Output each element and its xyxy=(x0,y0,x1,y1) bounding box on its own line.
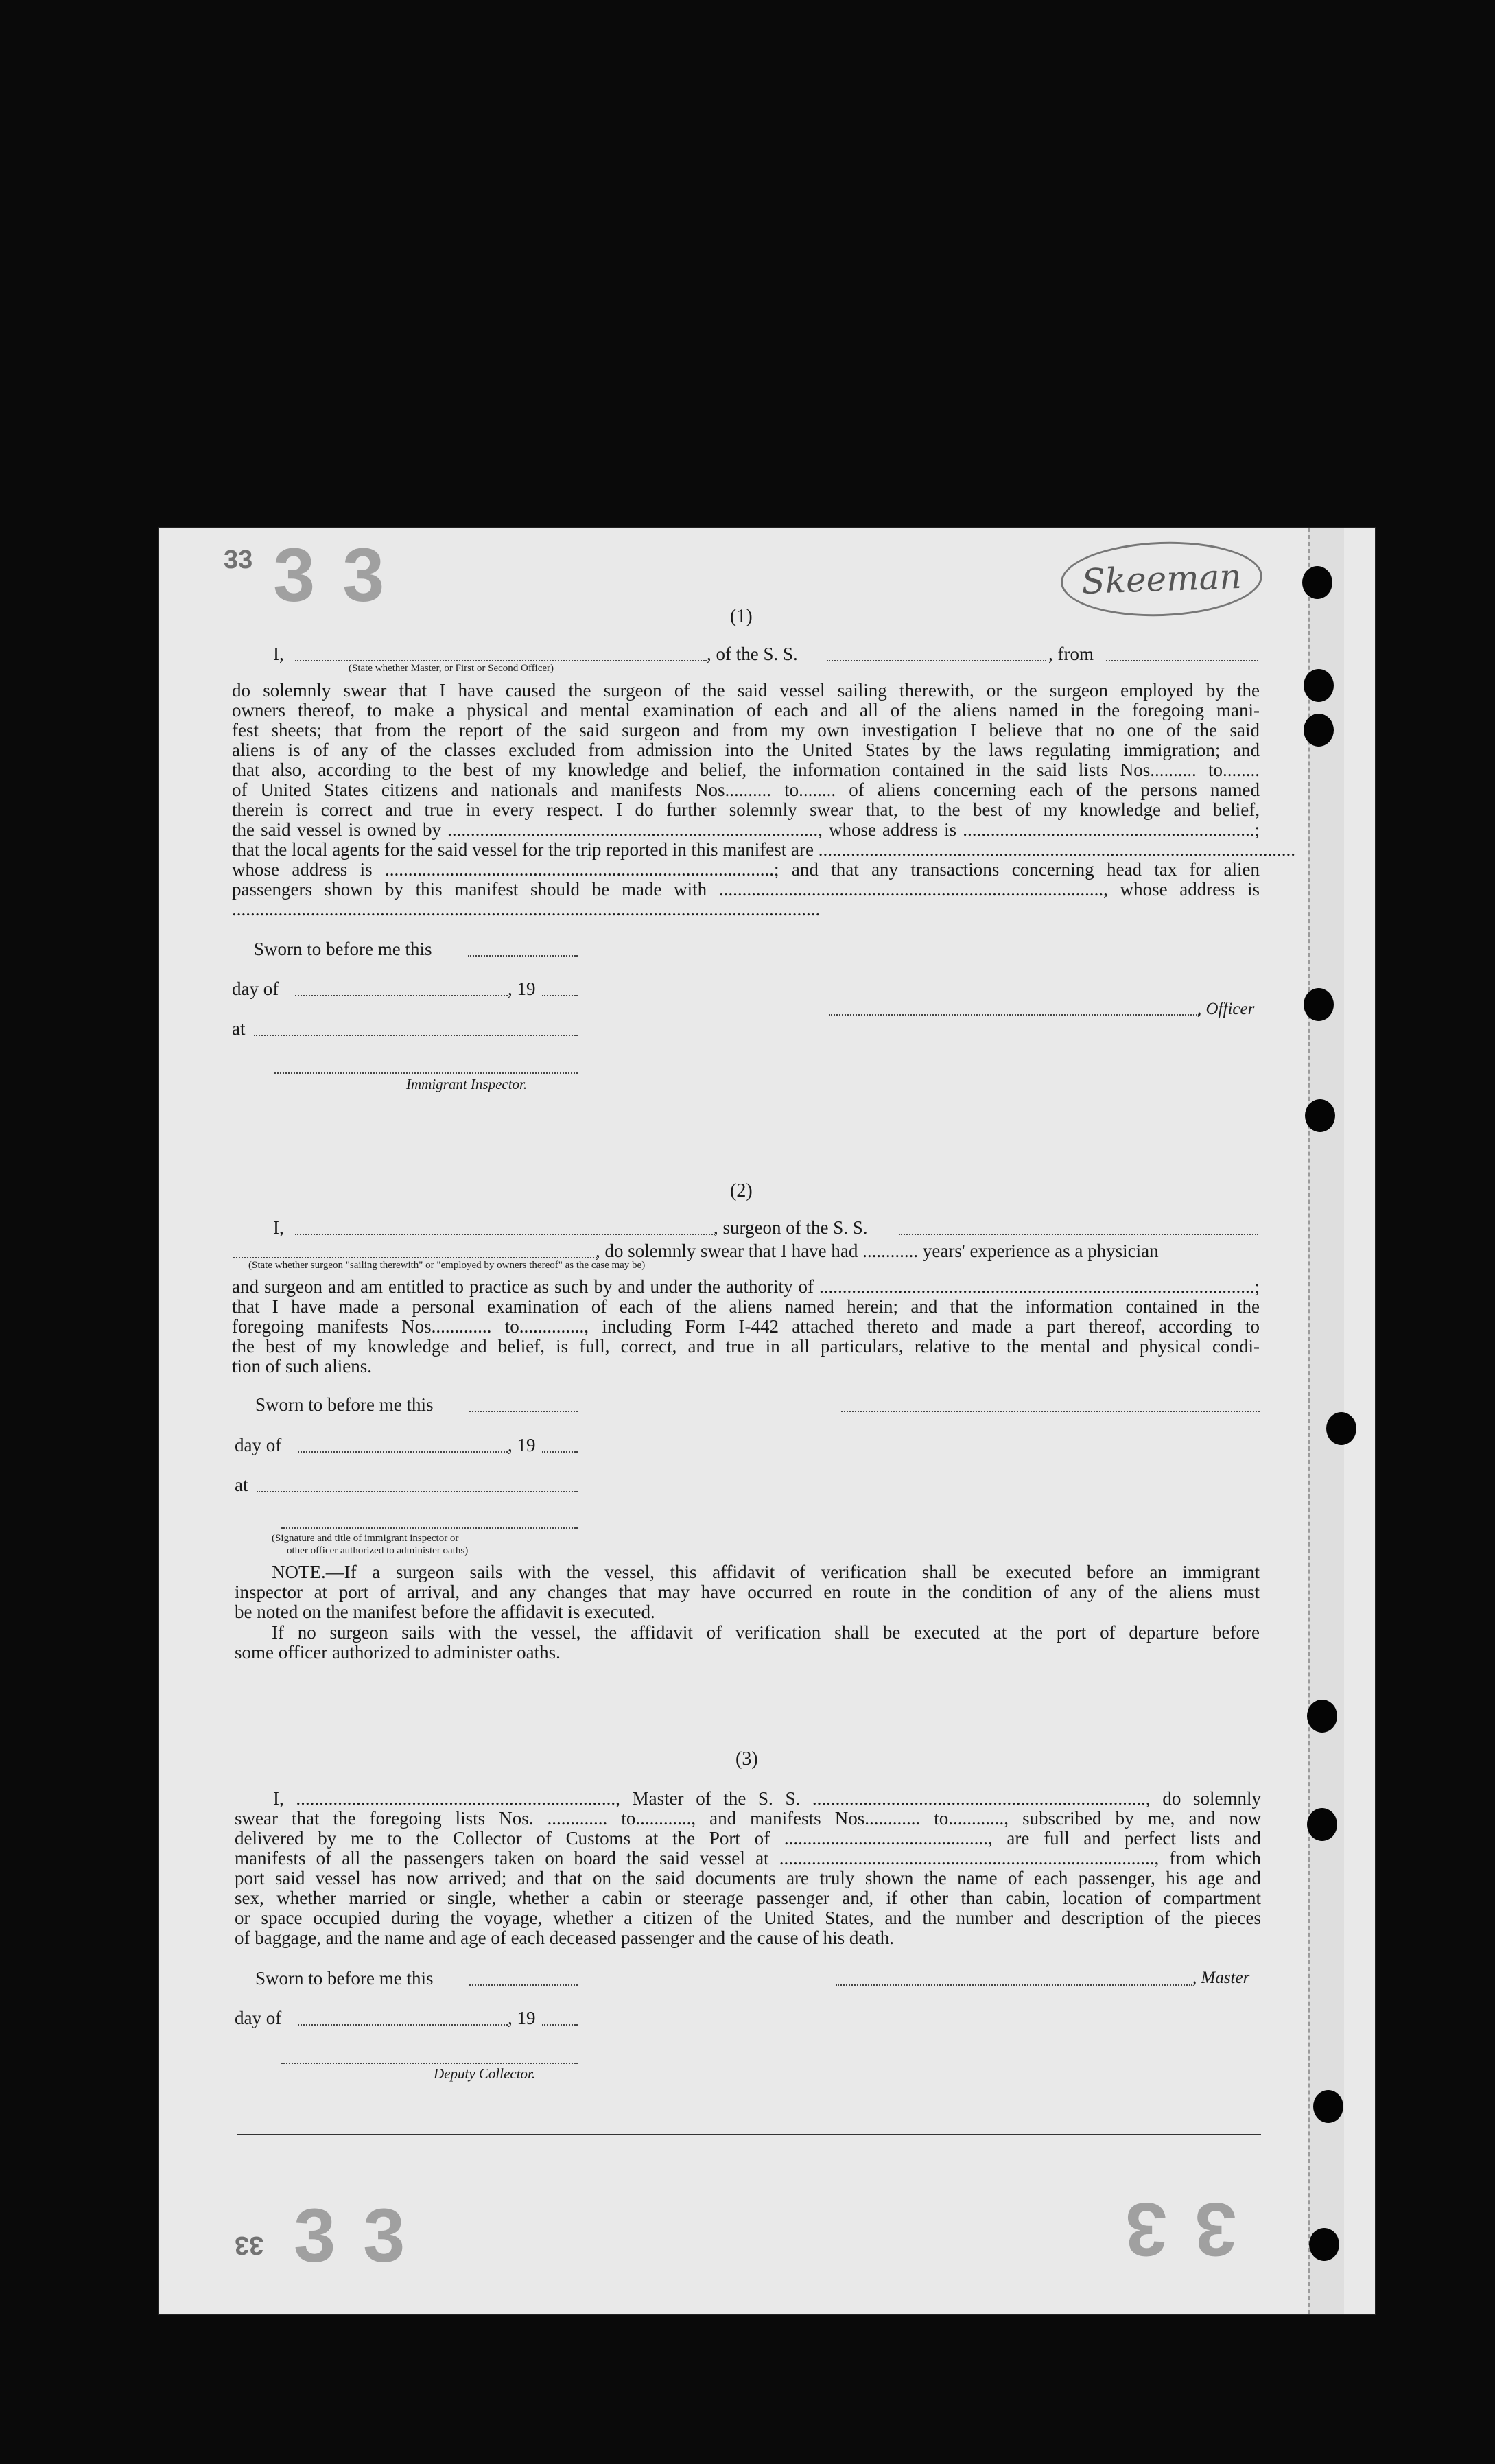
sheet-number-bottom-right: 33 xyxy=(1098,2187,1237,2271)
year-label: , 19 xyxy=(508,978,536,999)
note-line: be noted on the manifest before the affidavit is executed. xyxy=(235,1601,655,1622)
section-2-line: foregoing manifests Nos............. to.............., including Form I-442 attached thereto and made a part thereof, according to xyxy=(232,1316,1260,1337)
dotted-field-sworn xyxy=(469,1984,578,1986)
section-2-line: tion of such aliens. xyxy=(232,1356,372,1376)
dotted-field-surgeon-signature xyxy=(841,1411,1260,1412)
sworn-label: Sworn to before me this xyxy=(255,1394,434,1415)
section-3-line: delivered by me to the Collector of Customs at the Port of ............................................, are full and perfect lists and xyxy=(235,1828,1261,1849)
binding-hole xyxy=(1307,1700,1337,1733)
binding-hole xyxy=(1309,2228,1339,2261)
dotted-field-inspector xyxy=(281,1527,578,1529)
dotted-field-day xyxy=(298,1451,508,1453)
section-3-marker: (3) xyxy=(735,1748,758,1770)
binding-hole xyxy=(1302,566,1332,599)
section-1-line: of United States citizens and nationals and manifests Nos.......... to........ of aliens concerning each of the persons named xyxy=(232,779,1260,800)
section-1-line: ............................................................................................................................... xyxy=(232,899,821,919)
section-3-line: I, ....................................................................., Master of the S. S. ........................................................................, do solemnly xyxy=(273,1788,1261,1809)
dotted-field-day xyxy=(298,2024,508,2026)
section-2-surgeon-note: (State whether surgeon "sailing therewith" or "employed by owners thereof" as the case may be) xyxy=(248,1260,646,1271)
section-1-line: that also, according to the best of my knowledge and belief, the information contained in the said lists Nos.......... to........ xyxy=(232,760,1260,780)
dotted-field-surgeon-ship xyxy=(899,1234,1258,1235)
year-label: , 19 xyxy=(508,2008,536,2028)
section-2-solemn: , do solemnly swear that I have had ............ years' experience as a physician xyxy=(596,1241,1159,1261)
dotted-field-year xyxy=(542,995,578,996)
day-of-label: day of xyxy=(232,978,279,999)
section-1-marker: (1) xyxy=(730,606,753,627)
sheet-number-bottom-big: 33 xyxy=(294,2194,433,2278)
binding-hole xyxy=(1305,1099,1335,1132)
signature-note-line-1: (Signature and title of immigrant inspector or xyxy=(272,1533,459,1544)
section-1-line: owners thereof, to make a physical and mental examination of each and all of the aliens named in the foregoing mani- xyxy=(232,700,1260,720)
sheet-number-top-big: 33 xyxy=(273,533,412,618)
master-label: , Master xyxy=(1192,1969,1250,1987)
dotted-field-sworn xyxy=(468,955,578,957)
dotted-field-ship xyxy=(827,660,1046,661)
section-2-i: I, xyxy=(273,1217,284,1238)
section-3-line: or space occupied during the voyage, whether a citizen of the United States, and the number and description of the pieces xyxy=(235,1908,1261,1928)
binding-hole xyxy=(1304,669,1334,702)
immigrant-inspector-label: Immigrant Inspector. xyxy=(406,1076,528,1092)
section-1-officer-note: (State whether Master, or First or Second Officer) xyxy=(349,663,554,674)
dotted-field-at xyxy=(257,1491,578,1492)
dotted-field-surgeon-status xyxy=(233,1257,597,1258)
sworn-label: Sworn to before me this xyxy=(255,1968,434,1988)
note-line: inspector at port of arrival, and any changes that may have occurred en route in the condition of any of the aliens must xyxy=(235,1582,1260,1602)
dotted-field-name xyxy=(295,660,707,661)
binding-hole xyxy=(1326,1412,1356,1445)
note-line: If no surgeon sails with the vessel, the affidavit of verification shall be executed at the port of departure before xyxy=(272,1622,1260,1643)
section-2-line: and surgeon and am entitled to practice as such by and under the authority of ..............................................................................................; xyxy=(232,1276,1260,1297)
signature-note-line-2: other officer authorized to administer oaths) xyxy=(287,1545,469,1556)
section-1-line: passengers shown by this manifest should be made with ..................................................................................., whose address is xyxy=(232,879,1260,900)
binding-hole xyxy=(1304,988,1334,1021)
day-of-label: day of xyxy=(235,2008,282,2028)
section-2-line: that I have made a personal examination of each of the aliens named herein; and that the information contained in the xyxy=(232,1296,1260,1317)
section-3-line: port said vessel has now arrived; and that on the said documents are truly shown the name of each passenger, his age and xyxy=(235,1868,1261,1888)
section-3-line: sex, whether married or single, whether a cabin or steerage passenger and, if other than cabin, location of compartment xyxy=(235,1888,1261,1908)
sheet-number-top-left: 33 xyxy=(224,545,253,574)
section-1-line-i xyxy=(273,645,284,664)
binding-hole xyxy=(1304,714,1334,747)
dotted-field-year xyxy=(542,2024,578,2026)
dotted-field-at xyxy=(254,1035,578,1036)
sworn-label: Sworn to before me this xyxy=(254,939,432,959)
section-1-line: therein is correct and true in every respect. I do further solemnly swear that, to the best of my knowledge and belief, xyxy=(232,799,1260,820)
section-1-line: do solemnly swear that I have caused the surgeon of the said vessel sailing therewith, or the surgeon employed by the xyxy=(232,680,1260,701)
officer-label: , Officer xyxy=(1197,1000,1255,1018)
dotted-field-sworn xyxy=(469,1411,578,1412)
dotted-field-officer xyxy=(829,1014,1199,1016)
binding-hole xyxy=(1313,2090,1343,2123)
year-label: , 19 xyxy=(508,1435,536,1455)
deputy-collector-label: Deputy Collector. xyxy=(434,2065,536,2082)
dotted-field-inspector xyxy=(274,1072,578,1074)
section-2-line: the best of my knowledge and belief, is full, correct, and true in all particulars, relative to the mental and physical condi- xyxy=(232,1336,1260,1357)
section-1-from: , from xyxy=(1048,644,1094,664)
dotted-field-year xyxy=(542,1451,578,1453)
section-1-of-ss: , of the S. S. xyxy=(707,644,798,664)
section-1-line: fest sheets; that from the report of the said surgeon and from my own investigation I believe that no one of the said xyxy=(232,720,1260,740)
signature-text: Skeeman xyxy=(1081,556,1243,602)
sheet-number-bottom-left: 33 xyxy=(235,2231,264,2260)
binding-hole xyxy=(1307,1808,1337,1841)
section-3-line: swear that the foregoing lists Nos. ............. to............, and manifests Nos............ to............, subscribed by me, and now xyxy=(235,1808,1261,1829)
dotted-field-master xyxy=(836,1984,1192,1986)
section-3-line: manifests of all the passengers taken on board the said vessel at ................................................................................., from which xyxy=(235,1848,1261,1868)
dotted-field-surgeon-name xyxy=(295,1234,715,1235)
text: I, xyxy=(273,644,284,664)
dotted-field-day xyxy=(295,995,508,996)
section-1-line: the said vessel is owned by ................................................................................, whose address is ...............................................................; xyxy=(232,819,1260,840)
section-1-line: aliens is of any of the classes excluded from admission into the United States by the laws regulating immigration; and xyxy=(232,740,1260,760)
section-2-surgeon: , surgeon of the S. S. xyxy=(714,1217,868,1238)
section-1-line: whose address is ....................................................................................; and that any transactions concerning head tax for alien xyxy=(232,859,1260,880)
note-line: some officer authorized to administer oaths. xyxy=(235,1642,561,1663)
section-1-line: that the local agents for the said vessel for the trip reported in this manifest are ....................................................................................................... xyxy=(232,839,1295,860)
section-2-marker: (2) xyxy=(730,1180,753,1201)
dotted-field-deputy xyxy=(281,2063,578,2064)
dotted-field-from xyxy=(1106,660,1258,661)
section-3-line: of baggage, and the name and age of each deceased passenger and the cause of his death. xyxy=(235,1927,895,1948)
day-of-label: day of xyxy=(235,1435,282,1455)
note-line: NOTE.—If a surgeon sails with the vessel, this affidavit of verification shall be executed before an immigrant xyxy=(272,1562,1260,1582)
at-label: at xyxy=(232,1018,246,1039)
bottom-rule xyxy=(237,2134,1261,2135)
at-label: at xyxy=(235,1475,248,1495)
